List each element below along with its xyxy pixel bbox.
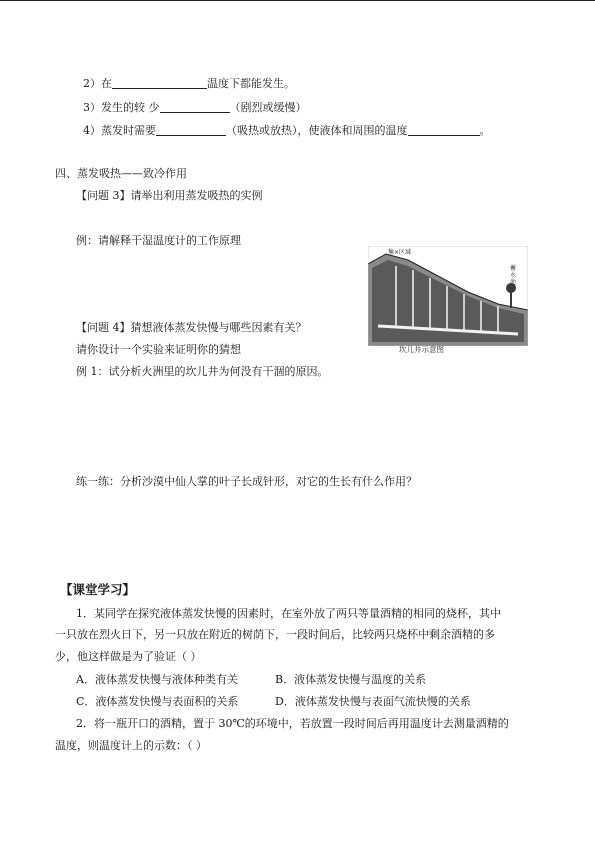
q2-line-2: 温度，则温度计上的示数：（ ） <box>55 739 207 752</box>
option-d: D．液体蒸发快慢与表面气流快慢的关系 <box>275 695 471 708</box>
item-2-text-b: 温度下都能发生。 <box>207 77 295 90</box>
fill-blank <box>112 77 207 89</box>
option-a: A．液体蒸发快慢与液体种类有关 <box>76 673 238 686</box>
item-3 <box>83 101 307 115</box>
question-3: 【问题 3】请举出利用蒸发吸热的实例 <box>76 189 263 202</box>
option-b: B．液体蒸发快慢与温度的关系 <box>275 673 427 686</box>
option-c: C．液体蒸发快慢与表面积的关系 <box>76 695 239 708</box>
q1-line-2: 一只放在烈火日下，另一只放在附近的树荫下，一段时间后，比较两只烧杯中剩余酒精的多 <box>55 628 495 641</box>
item-3-text-b: （剧烈或缓慢） <box>229 101 307 114</box>
item-2-text-a: 2）在 <box>83 77 112 90</box>
fill-blank <box>160 101 230 113</box>
question-4: 【问题 4】猜想液体蒸发快慢与哪些因素有关？ <box>76 321 307 334</box>
section-4-title: 四、蒸发吸热——致冷作用 <box>55 167 187 180</box>
classroom-title: 【课堂学习】 <box>60 582 136 597</box>
item-4-text-a: 4）蒸发时需要 <box>83 124 156 137</box>
item-4-text-c: 。 <box>479 124 491 137</box>
example-thermometer: 例：请解释干湿温度计的工作原理 <box>76 234 241 247</box>
page-top-rule <box>0 0 595 1</box>
item-2 <box>83 77 295 91</box>
figure-label-top: 集×区域 <box>388 249 412 256</box>
fill-blank <box>408 124 480 136</box>
item-3-text-a: 3）发生的较 少 <box>83 101 160 114</box>
item-4-text-b: （吸热或放热），使液体和周围的温度 <box>226 124 408 137</box>
trees <box>506 283 516 308</box>
practice-question: 练一练：分析沙漠中仙人掌的叶子长成针形，对它的生长有什么作用？ <box>76 475 417 488</box>
q1-line-1: 1．某同学在探究液体蒸发快慢的因素时，在室外放了两只等量酒精的相同的烧杯，其中 <box>76 607 501 620</box>
figure-label-side: 蓄水池 <box>510 265 517 286</box>
figure-caption: 坎儿井示意图 <box>399 345 444 354</box>
example-1: 例 1：试分析火洲里的坎儿井为何没有干涸的原因。 <box>76 365 329 378</box>
design-experiment: 请你设计一个实验来证明你的猜想 <box>76 343 241 356</box>
item-4 <box>83 124 491 138</box>
q1-line-3: 少，他这样做是为了验证（ ） <box>55 650 202 663</box>
q2-line-1: 2．将一瓶开口的酒精，置于 30℃的环境中，若放置一段时间后再用温度计去测量酒精的 <box>76 717 509 730</box>
fill-blank <box>156 124 226 136</box>
karez-diagram <box>368 246 528 346</box>
